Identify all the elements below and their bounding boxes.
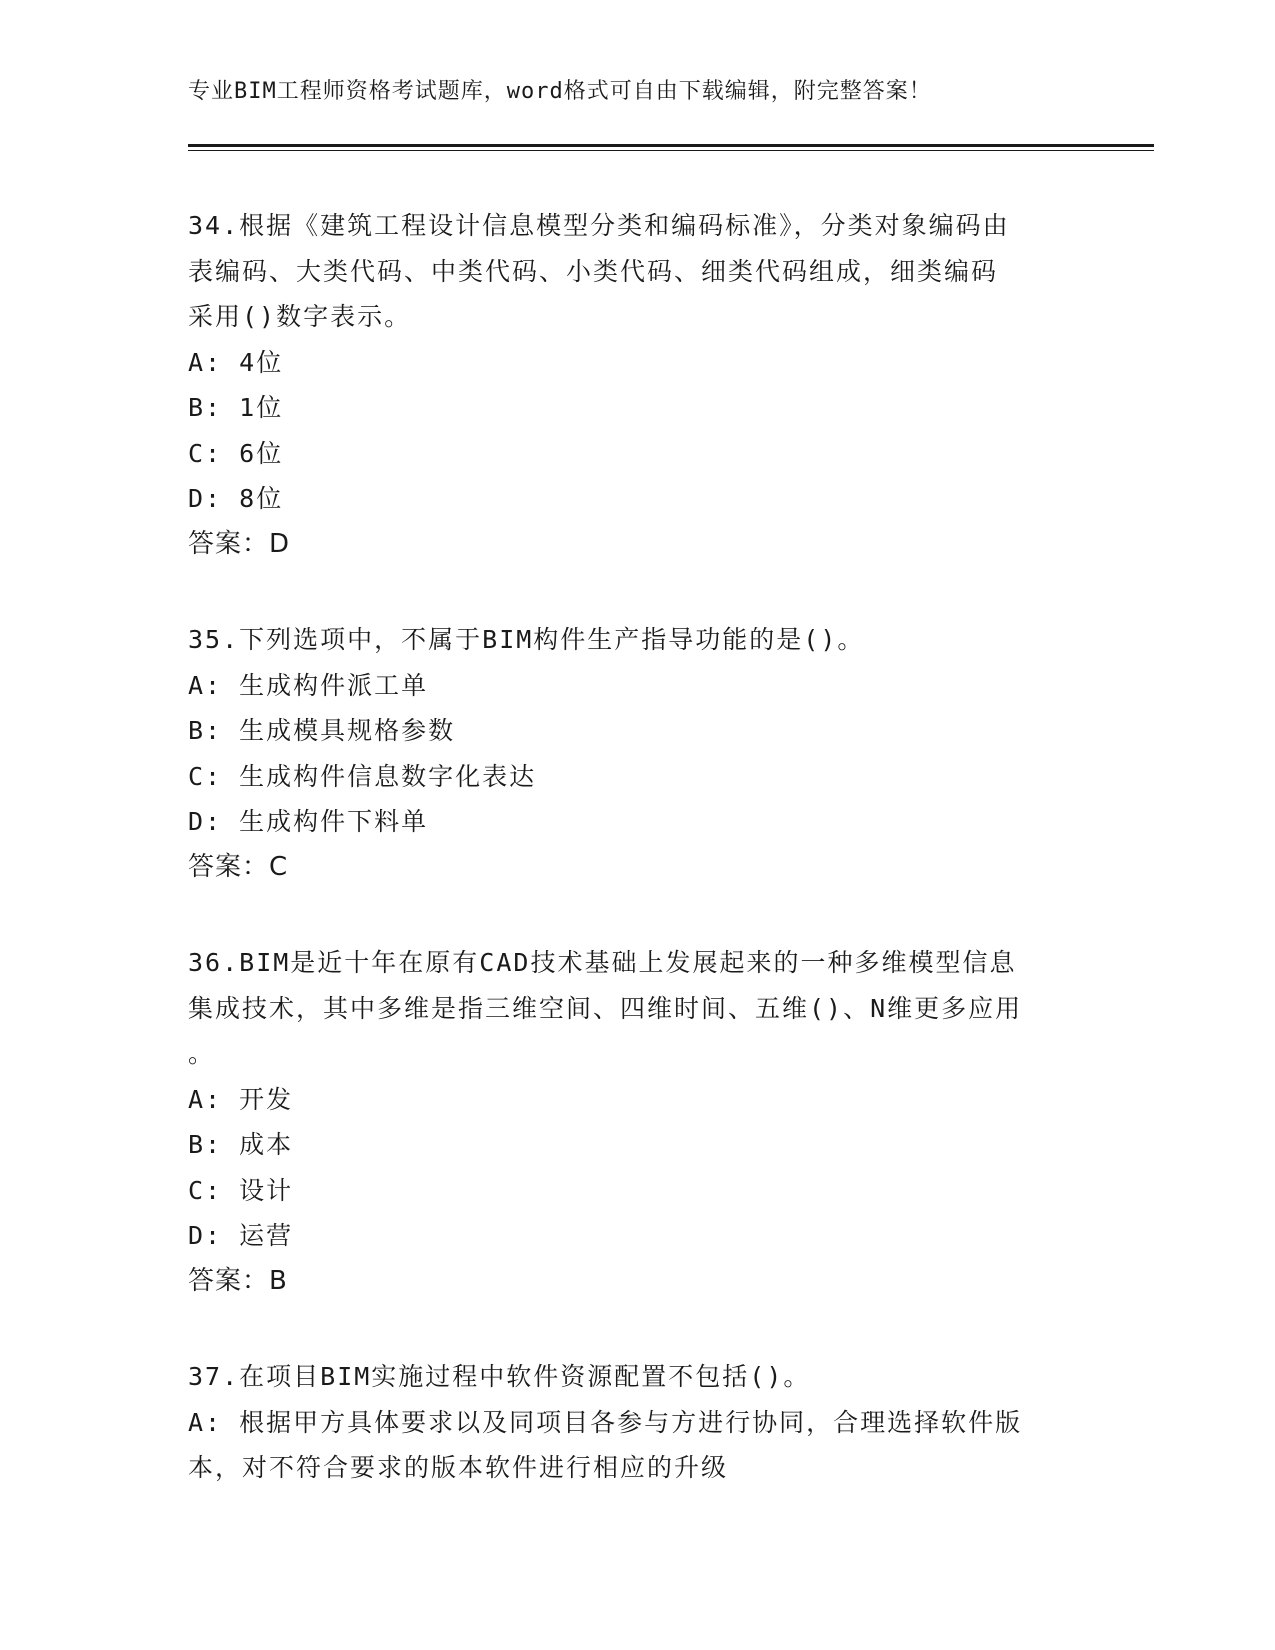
option-b: B: 成本 (188, 1130, 294, 1159)
option-a: A: 开发 (188, 1084, 294, 1114)
option-a: A: 生成构件派工单 (188, 670, 429, 700)
question-stem-line: 表编码、大类代码、中类代码、小类代码、细类代码组成，细类编码 (188, 256, 999, 286)
question-stem-line: 。 (188, 1039, 216, 1068)
question-stem-line: 集成技术，其中多维是指三维空间、四维时间、五维()、N维更多应用 (188, 993, 1023, 1023)
question-stem-line: 36.BIM是近十年在原有CAD技术基础上发展起来的一种多维模型信息 (188, 948, 1017, 977)
question-stem-line: 34.根据《建筑工程设计信息模型分类和编码标准》，分类对象编码由 (188, 211, 1010, 240)
answer-label: 答案：D (188, 528, 291, 559)
question-stem-line: 采用()数字表示。 (188, 302, 412, 331)
answer-label: 答案：B (188, 1265, 288, 1296)
answer-label: 答案：C (188, 851, 289, 882)
question-35 (188, 617, 1088, 890)
question-stem-line: 35.下列选项中，不属于BIM构件生产指导功能的是()。 (188, 625, 865, 654)
option-a: A: 根据甲方具体要求以及同项目各参与方进行协同，合理选择软件版 (188, 1407, 1023, 1437)
option-c: C: 生成构件信息数字化表达 (188, 761, 537, 791)
option-d: D: 生成构件下料单 (188, 807, 429, 836)
option-c: C: 6位 (188, 438, 284, 468)
question-stem-line: 37.在项目BIM实施过程中软件资源配置不包括()。 (188, 1362, 811, 1391)
question-list (188, 203, 1088, 1541)
option-d: D: 8位 (188, 484, 284, 513)
header-divider (188, 144, 1154, 151)
option-a: A: 4位 (188, 347, 284, 377)
question-34 (188, 203, 1088, 567)
question-36 (188, 940, 1088, 1304)
option-a-continuation: 本，对不符合要求的版本软件进行相应的升级 (188, 1453, 729, 1482)
option-b: B: 1位 (188, 393, 284, 422)
page-header-title: 专业BIM工程师资格考试题库，word格式可自由下载编辑，附完整答案！ (188, 79, 932, 104)
question-37 (188, 1354, 1088, 1491)
option-c: C: 设计 (188, 1175, 294, 1205)
option-b: B: 生成模具规格参数 (188, 716, 456, 745)
option-d: D: 运营 (188, 1221, 294, 1250)
